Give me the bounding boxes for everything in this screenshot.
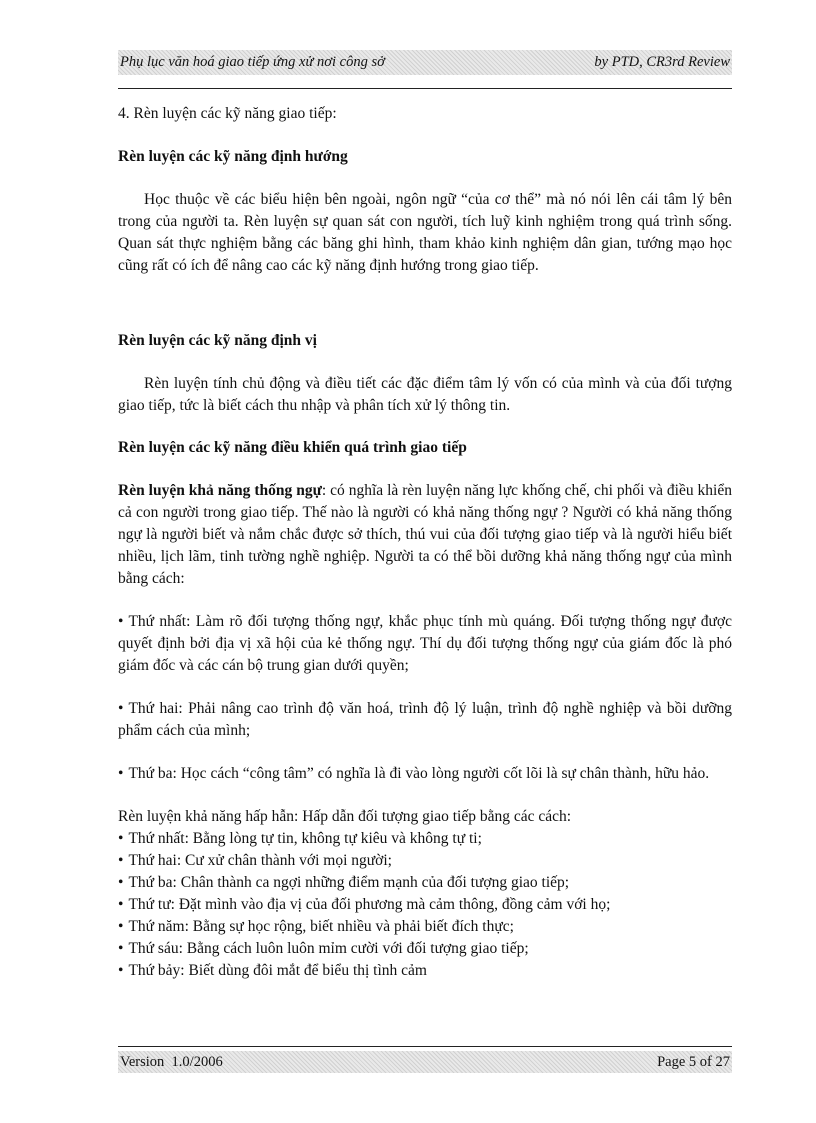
footer-page-number: Page 5 of 27 xyxy=(657,1053,730,1070)
list-item xyxy=(118,894,732,916)
attraction-point-text: Thứ tư: Đặt mình vào địa vị của đối phương mà cảm thông, đồng cảm với họ; xyxy=(128,896,611,913)
bullet-icon: • xyxy=(118,896,124,913)
bullet-icon: • xyxy=(118,765,124,782)
footer-version: Version 1.0/2006 xyxy=(120,1053,223,1070)
list-item xyxy=(118,960,732,982)
document-body xyxy=(118,103,732,982)
attraction-point-text: Thứ sáu: Bằng cách luôn luôn mỉm cười với đối tượng giao tiếp; xyxy=(128,940,529,957)
header-divider xyxy=(118,88,732,89)
bullet-icon: • xyxy=(118,874,124,891)
dominance-point-text: Thứ nhất: Làm rõ đối tượng thống ngự, khắc phục tính mù quáng. Đối tượng thống ngự được quyết định bởi địa vị xã hội của kẻ thống ngự. Thí dụ đối tượng thống ngự của giám đốc là phó giám đốc và các cán bộ trung gian dưới quyền; xyxy=(118,613,732,674)
list-item xyxy=(118,828,732,850)
list-item xyxy=(118,916,732,938)
list-item xyxy=(118,850,732,872)
control-heading: Rèn luyện các kỹ năng điều khiển quá trình giao tiếp xyxy=(118,439,467,456)
bullet-icon: • xyxy=(118,830,124,847)
positioning-paragraph: Rèn luyện tính chủ động và điều tiết các đặc điểm tâm lý vốn có của mình và của đối tượng giao tiếp, tức là biết cách thu nhập và phân tích xử lý thông tin. xyxy=(118,375,732,414)
dominance-point xyxy=(118,698,732,742)
page-footer xyxy=(118,1051,732,1073)
list-item xyxy=(118,872,732,894)
dominance-paragraph xyxy=(118,480,732,590)
dominance-lead: Rèn luyện khả năng thống ngự xyxy=(118,482,322,499)
list-item xyxy=(118,938,732,960)
bullet-icon: • xyxy=(118,962,124,979)
dominance-point xyxy=(118,611,732,677)
attraction-point-text: Thứ hai: Cư xử chân thành với mọi người; xyxy=(128,852,392,869)
dominance-point xyxy=(118,763,732,785)
footer-divider xyxy=(118,1046,732,1047)
page-header xyxy=(118,50,732,75)
header-author: by PTD, CR3rd Review xyxy=(594,54,730,70)
bullet-icon: • xyxy=(118,700,124,717)
orientation-heading: Rèn luyện các kỹ năng định hướng xyxy=(118,148,348,165)
header-document-title: Phụ lục văn hoá giao tiếp ứng xử nơi công sở xyxy=(120,54,385,70)
attraction-point-text: Thứ nhất: Bằng lòng tự tin, không tự kiêu và không tự ti; xyxy=(128,830,482,847)
attraction-intro: Rèn luyện khả năng hấp hẫn: Hấp dẫn đối tượng giao tiếp bằng các cách: xyxy=(118,808,572,825)
attraction-point-text: Thứ năm: Bằng sự học rộng, biết nhiều và phải biết đích thực; xyxy=(128,918,514,935)
bullet-icon: • xyxy=(118,940,124,957)
bullet-icon: • xyxy=(118,613,124,630)
section-title: 4. Rèn luyện các kỹ năng giao tiếp: xyxy=(118,105,337,122)
dominance-point-text: Thứ ba: Học cách “công tâm” có nghĩa là đi vào lòng người cốt lõi là sự chân thành, hữu hảo. xyxy=(128,765,710,782)
bullet-icon: • xyxy=(118,852,124,869)
attraction-point-text: Thứ bảy: Biết dùng đôi mắt để biểu thị tình cảm xyxy=(128,962,427,979)
dominance-point-text: Thứ hai: Phải nâng cao trình độ văn hoá, trình độ lý luận, trình độ nghề nghiệp và bồi dưỡng phẩm cách của mình; xyxy=(118,700,732,739)
attraction-point-text: Thứ ba: Chân thành ca ngợi những điểm mạnh của đối tượng giao tiếp; xyxy=(128,874,570,891)
orientation-paragraph: Học thuộc về các biểu hiện bên ngoài, ngôn ngữ “của cơ thể” mà nó nói lên cái tâm lý bên trong của người ta. Rèn luyện sự quan sát con người, tích luỹ kinh nghiệm trong quá trình sống. Quan sát thực nghiệm bằng các băng ghi hình, tham khảo kinh nghiệm dân gian, tướng mạo học cũng rất có ích để nâng cao các kỹ năng định hướng trong giao tiếp. xyxy=(118,191,732,274)
positioning-heading: Rèn luyện các kỹ năng định vị xyxy=(118,332,317,349)
attraction-list xyxy=(118,828,732,982)
bullet-icon: • xyxy=(118,918,124,935)
dominance-body: : có nghĩa là rèn luyện năng lực khống chế, chi phối và điều khiển cả con người trong giao tiếp. Thế nào là người có khả năng thống ngự ? Người có khả năng thống ngự là người biết và nắm chắc được sở thích, thú vui của đối tượng giao tiếp và là người hiểu biết nhiều, lịch lãm, tinh tường nghề nghiệp. Người ta có thể bồi dưỡng khả năng thống ngự của mình bằng cách: xyxy=(118,482,732,587)
